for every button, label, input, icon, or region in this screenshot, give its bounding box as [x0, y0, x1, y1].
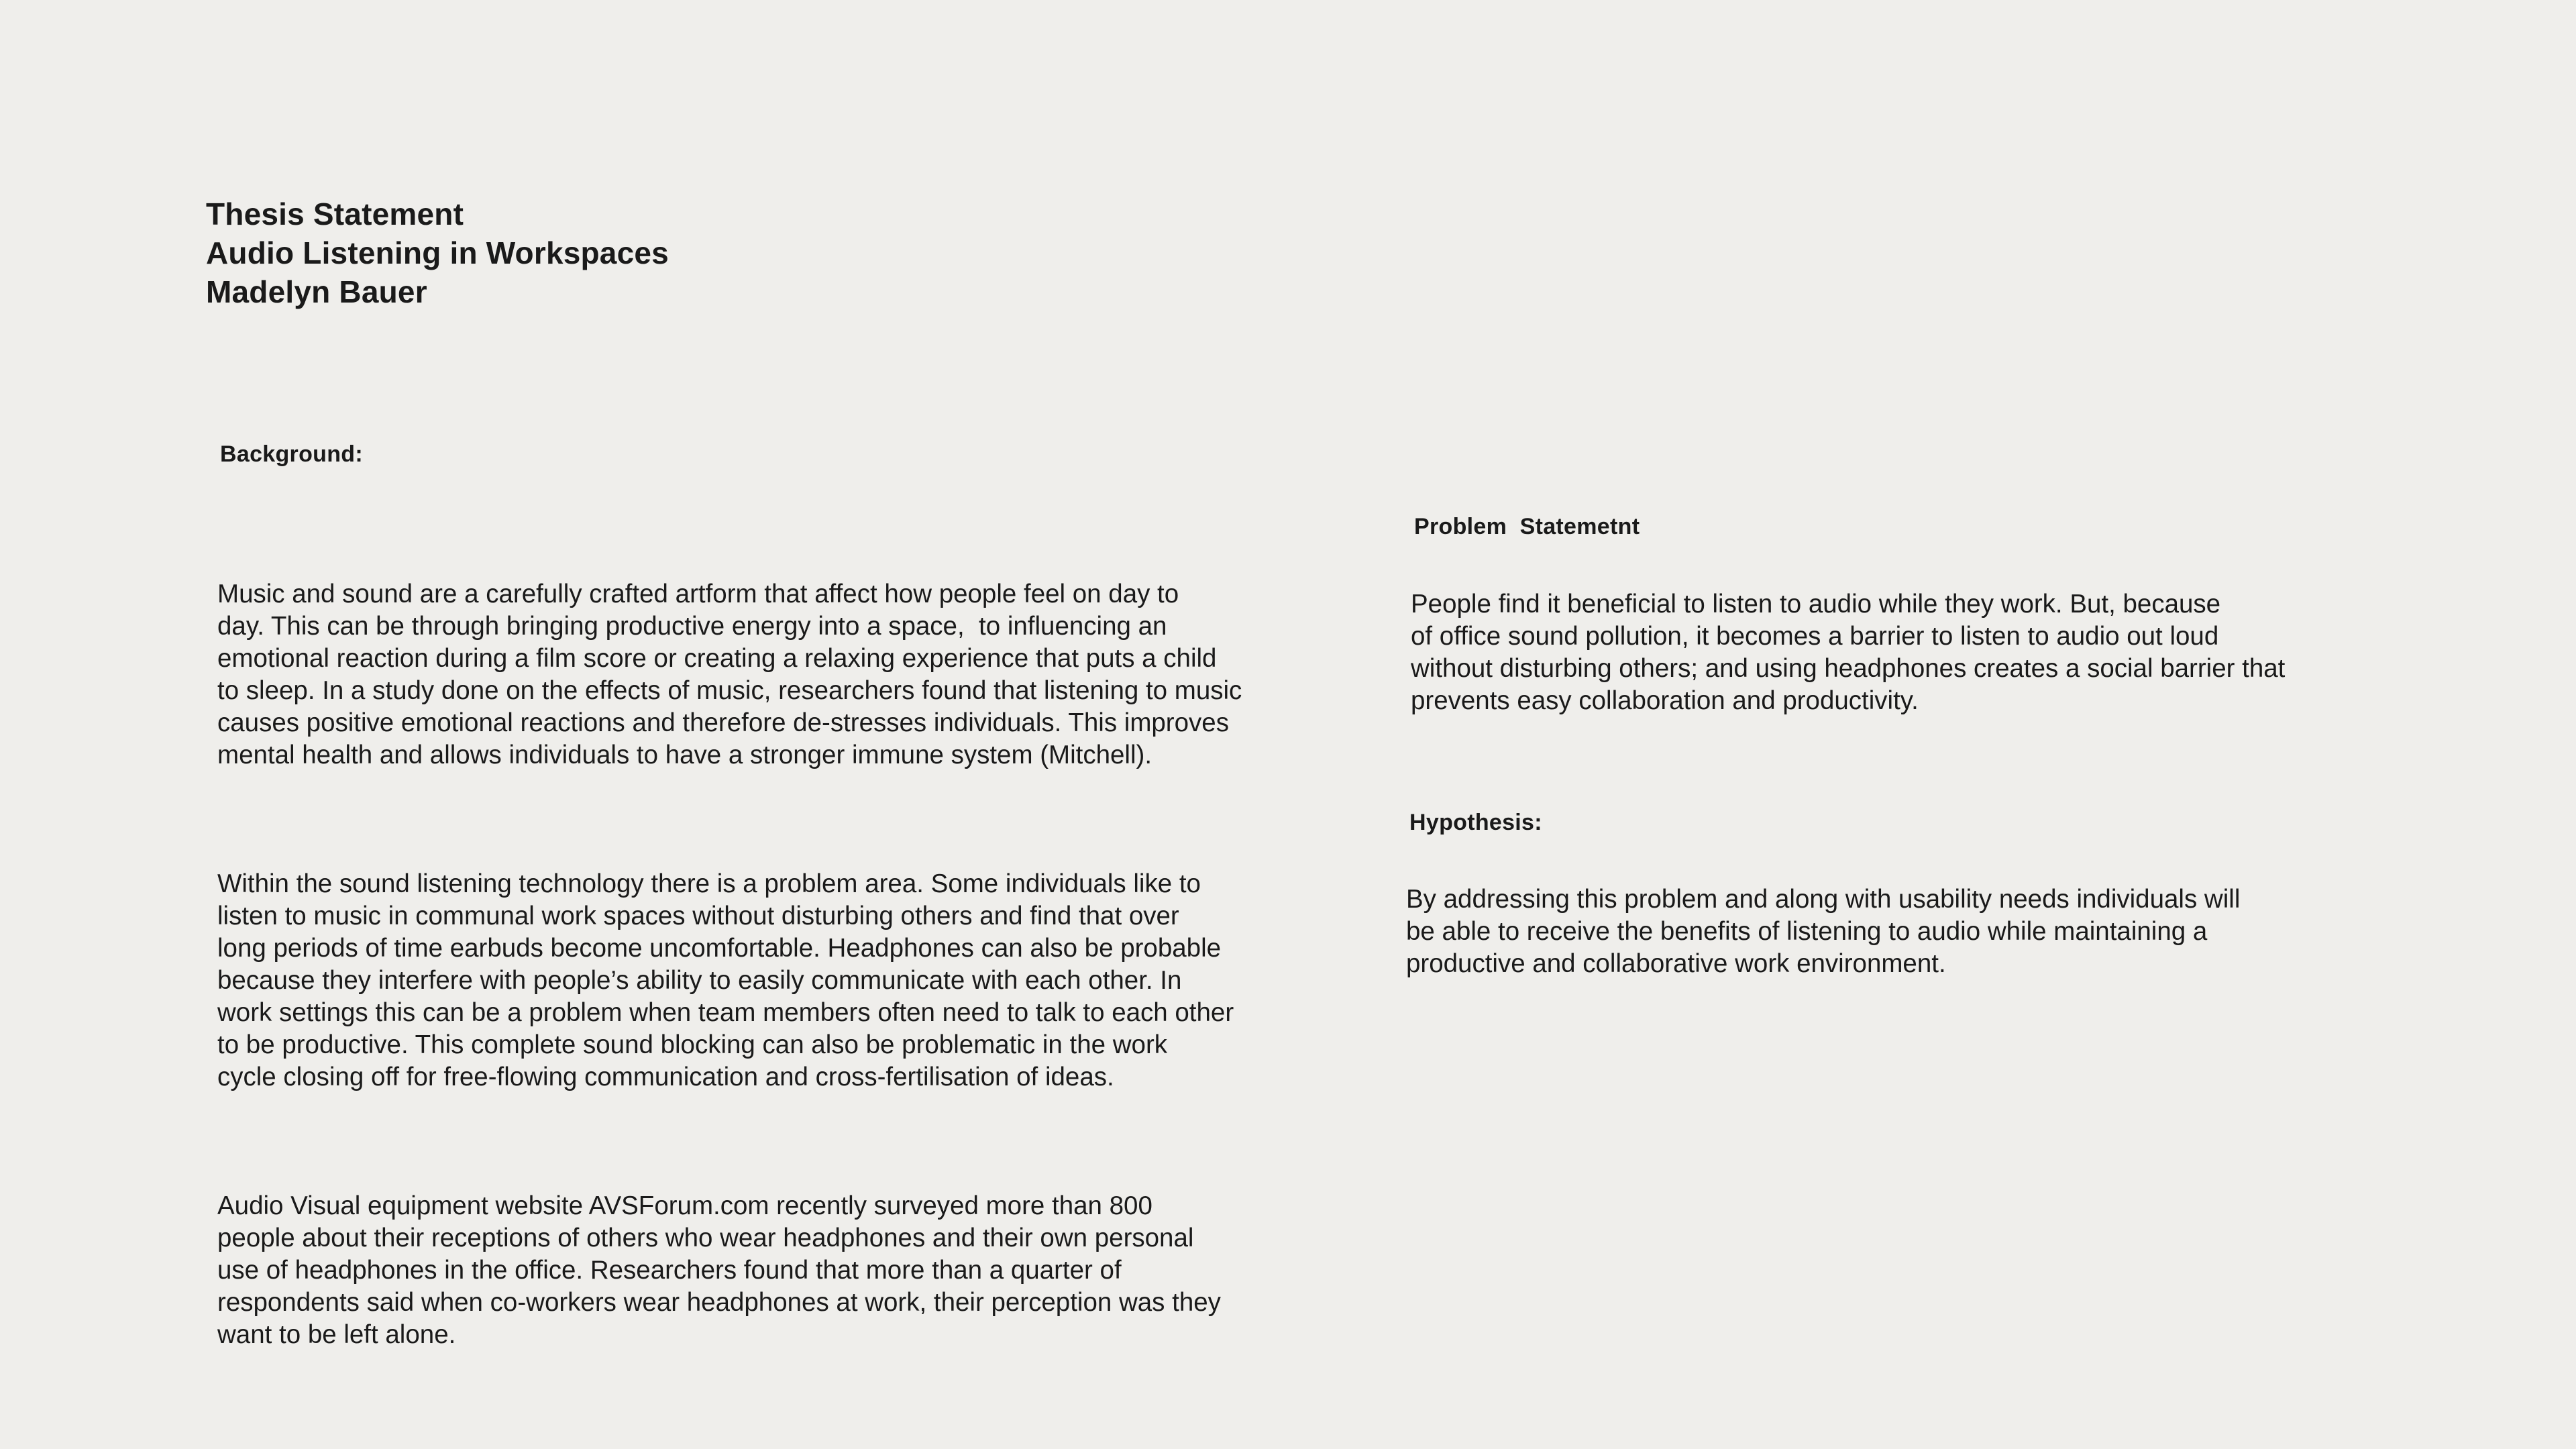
hypothesis-heading: Hypothesis:	[1409, 810, 1542, 835]
background-paragraph-2: Within the sound listening technology there is a problem area. Some individuals like to listen to music in communal work spaces without disturbing others and find that over long periods of time earbuds become uncomfortable. Headphones can also be probable because they interfere with people’s ability to easily communicate with each other. In work settings this can be a problem when team members often need to talk to each other to be productive. This complete sound blocking can also be problematic in the work cycle closing off for free-flowing communication and cross-fertilisation of ideas.	[217, 869, 1234, 1091]
background-section	[217, 514, 1242, 1383]
document-subtitle: Audio Listening in Workspaces	[206, 235, 669, 270]
document-title-block	[206, 195, 669, 311]
document-title: Thesis Statement	[206, 197, 464, 231]
author-name: Madelyn Bauer	[206, 274, 427, 309]
problem-statement-heading: Problem Statemetnt	[1414, 514, 1640, 539]
hypothesis-text: By addressing this problem and along with usability needs individuals will be able to receive the benefits of listening to audio while maintaining a productive and collaborative work environment.	[1406, 885, 2241, 978]
background-paragraph-3: Audio Visual equipment website AVSForum.com recently surveyed more than 800 people about their receptions of others who wear headphones and their own personal use of headphones in the office. Researchers found that more than a quarter of respondents said when co-workers wear headphones at work, their perception was they want to be left alone.	[217, 1191, 1221, 1349]
background-paragraph-1: Music and sound are a carefully crafted artform that affect how people feel on day to day. This can be through bringing productive energy into a space, to influencing an emotional reaction during a film score or creating a relaxing experience that puts a child to sleep. In a study done on the effects of music, researchers found that listening to music causes positive emotional reactions and therefore de-stresses individuals. This improves mental health and allows individuals to have a stronger immune system (Mitchell).	[217, 580, 1242, 769]
problem-statement-text: People find it beneficial to listen to audio while they work. But, because of office sound pollution, it becomes a barrier to listen to audio out loud without disturbing others; and using headphones creates a social barrier that prevents easy collaboration and productivity.	[1411, 590, 2286, 715]
background-heading: Background:	[220, 441, 363, 467]
